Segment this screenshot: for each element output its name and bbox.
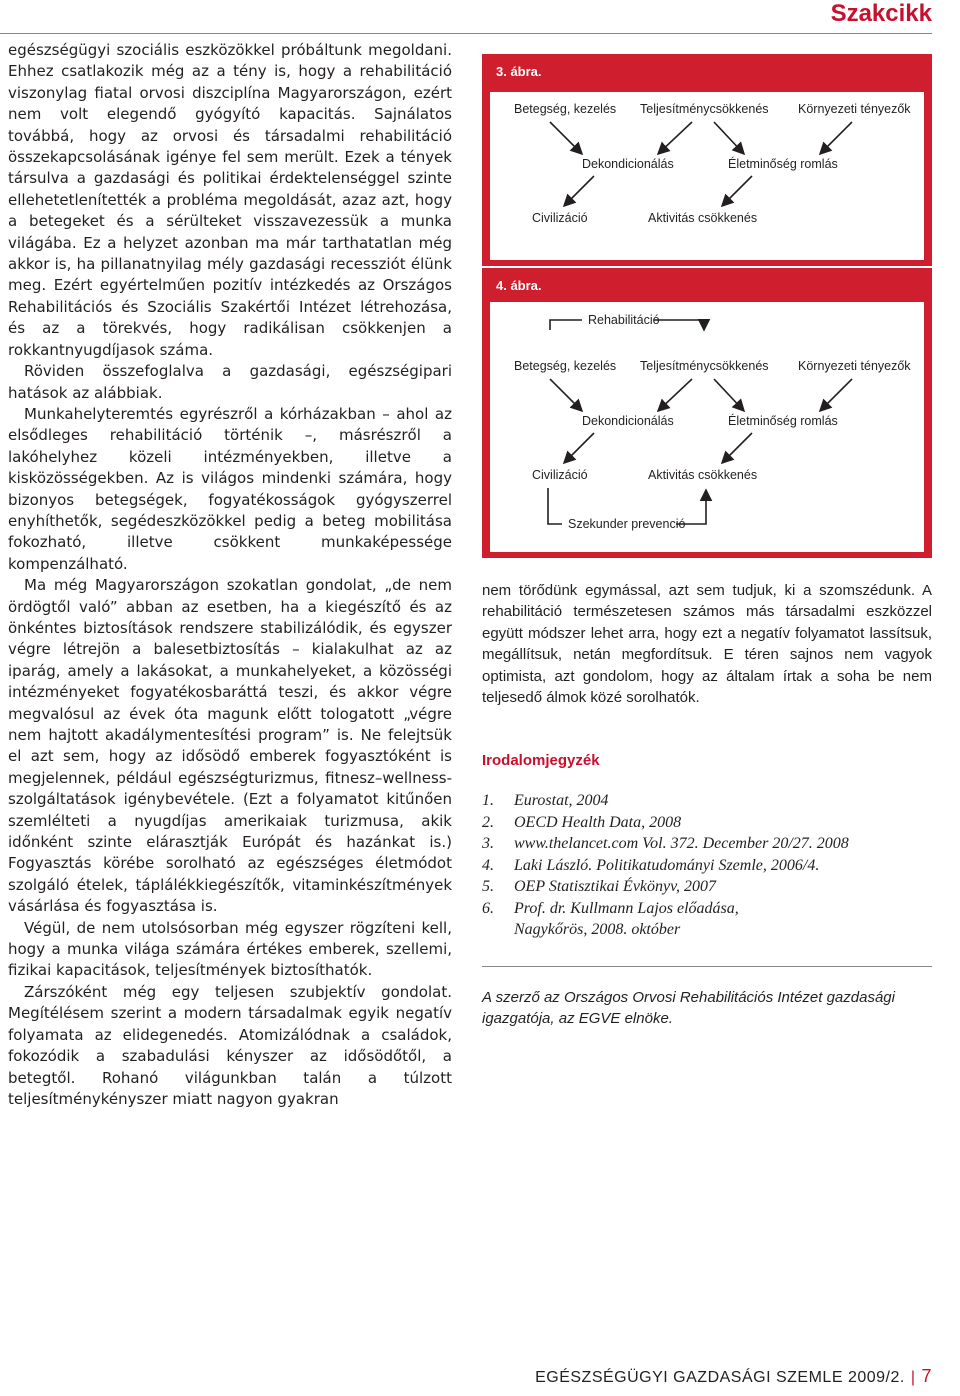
- references-title: Irodalomjegyzék: [482, 752, 600, 769]
- arrow: [564, 176, 594, 206]
- node-aktivitas: Aktivitás csökkenés: [648, 211, 758, 225]
- paragraph: nem törődünk egymással, azt sem tudjuk, ki a szomszédunk. A rehabilitáció természetesen számos más társadalmi eszközzel együtt módszer lehet arra, hogy ezt a negatív folyamatot lassítsuk, megállítsuk, netán megfordítsuk. E téren sajnos nem vagyok optimista, azt gondolom, hogy az általam írtak a soha be nem teljesedő álmok közé sorolhatók.: [482, 582, 932, 707]
- node-betegseg: Betegség, kezelés: [514, 102, 617, 116]
- reference-item: 3. www.thelancet.com Vol. 372. December 20/27. 2008: [482, 835, 849, 852]
- arrow: [722, 176, 752, 206]
- figure-4-diagram: [482, 268, 932, 558]
- footer-separator: |: [910, 1369, 916, 1386]
- rehab-connector: [654, 320, 704, 330]
- node-kornyezeti: Környezeti tényezők: [798, 359, 911, 373]
- author-note: A szerző az Országos Orvosi Rehabilitációs Intézet gazdasági igazgatója, az EGVE elnöke.: [482, 989, 895, 1028]
- figure-3-title: 3. ábra.: [496, 64, 542, 79]
- paragraph: Röviden összefoglalva a gazdasági, egészségipari hatások az alábbiak.: [8, 362, 452, 402]
- figure-4-title: 4. ábra.: [496, 278, 542, 293]
- arrow: [658, 379, 692, 411]
- arrow: [658, 122, 692, 154]
- node-kornyezeti: Környezeti tényezők: [798, 102, 911, 116]
- author-divider: [482, 966, 932, 967]
- page-number: 7: [921, 1366, 932, 1386]
- page-footer: [535, 1366, 932, 1387]
- node-civilizacio: Civilizáció: [532, 211, 588, 225]
- arrow: [564, 433, 594, 463]
- node-aktivitas: Aktivitás csökkenés: [648, 468, 758, 482]
- reference-item: 6. Prof. dr. Kullmann Lajos előadása, Nagykőrös, 2008. október: [482, 899, 739, 938]
- journal-name: EGÉSZSÉGÜGYI GAZDASÁGI SZEMLE 2009/2.: [535, 1369, 905, 1386]
- arrow: [714, 379, 744, 411]
- arrow: [820, 379, 852, 411]
- arrow: [550, 379, 582, 411]
- rehab-connector: [550, 320, 582, 330]
- figure-3-diagram: [482, 54, 932, 266]
- arrow: [820, 122, 852, 154]
- paragraph: Munkahelyteremtés egyrészről a kórházakban – ahol az elsődleges rehabilitáció történik –, másrészről a lakóhelyhez közeli intézményekben, illetve a kisközösségekben. Az is világos mindenki számára, hogy bizonyos betegségek, fogyatékosságok gyógyszerrel enyhíthetők, segédeszközökkel pedig a beteg mobilitása fokozható, illetve csökkent munkaképessége kompenzálható.: [8, 404, 452, 573]
- node-teljesitmeny: Teljesítménycsökkenés: [640, 102, 769, 116]
- node-eletminoseg: Életminőség romlás: [728, 157, 838, 171]
- node-teljesitmeny: Teljesítménycsökkenés: [640, 359, 769, 373]
- arrow: [722, 433, 752, 463]
- node-dekondicionalas: Dekondicionálás: [582, 157, 674, 171]
- arrow: [550, 122, 582, 154]
- node-civilizacio: Civilizáció: [532, 468, 588, 482]
- paragraph: Ma még Magyarországon szokatlan gondolat, „de nem ördögtől való” abban az esetben, ha a kiegészítő és az önkéntes biztosítások rendszere stabilizálódik, és egyszer végre létrejön a balesetbiztosítás – kialakulhat az az iparág, amely a lakásokat, a munkahelyeket, a közösségi intézményeket fogyatékosbaráttá teszi, és akkor végre megvalósul az évek óta magunk előtt tologatott „végre nem hajtott akadálymentesítési program” is. Ne felejtsük el azt sem, hogy az idősödő emberek fogyasztóként is megjelennek, például egészségturizmus, fitnesz–wellness-szolgáltatások igénybevétele. (Ezt a folyamatot kitűnően szemlélteti a nyugdíjas amerikaiak turizmusa, akik időnként szinte elárasztják Európát és hazánkat is.) Fogyasztás körébe sorolható az egészséges életmódot szolgáló ételek, táplálékkiegészítők, vitaminkészítmények vásárlása és fogyasztása is.: [8, 576, 452, 916]
- paragraph: Zárszóként még egy teljesen szubjektív gondolat. Megítélésem szerint a modern társadalmak egyik negatív folyamata az elidegenedés. Atomizálódnak a családok, fokozódik a szabadulási kényszer az idősödőtől, a betegtől. Rohanó világunkban talán a túlzott teljesítménykényszer miatt nagyon gyakran: [8, 982, 452, 1108]
- reference-item: 2. OECD Health Data, 2008: [482, 813, 682, 831]
- paragraph: Végül, de nem utolsósorban még egyszer rögzíteni kell, hogy a munka világa számára értékes emberek, szellemi, fizikai kapacitások, teljesítmények biztosíthatók.: [8, 918, 452, 980]
- paragraph: egészségügyi szociális eszközökkel próbáltunk megoldani. Ehhez csatlakozik még az a tény is, hogy a rehabilitáció viszonylag fiatal orvosi diszciplína Magyarországon, ezért nem volt elegendő gyógyító kapacitás. Sajnálatos továbbá, hogy az orvosi és társadalmi rehabilitáció összekapcsolásának igénye fel sem merült. Ezek a tények társulva a gazdasági és politikai érdektelenséggel szinte ellehetetlenítették a probléma megoldását, azaz azt, hogy a betegeket és a sérülteket visszavezessük a munka világába. Ez a helyzet azonban ma már tarthatatlan még akkor is, ha pillanatnyilag mély gazdasági recessziót élünk meg. Ezért egyértelműen pozitív intézkedés az Országos Rehabilitációs és Szociális Szakértői Intézet létrehozása, és az a törekvés, hogy radikálisan csökkenjen a rokkantnyugdíjasok száma.: [8, 41, 452, 359]
- reference-item: 4. Laki László. Politikatudományi Szemle, 2006/4.: [482, 856, 820, 874]
- section-label: Szakcikk: [830, 0, 932, 27]
- figure-3: [482, 54, 932, 266]
- node-rehabilitacio: Rehabilitáció: [588, 313, 660, 327]
- references-list: [482, 790, 932, 941]
- node-eletminoseg: Életminőség romlás: [728, 414, 838, 428]
- left-column: [8, 40, 452, 1110]
- reference-item: 1. Eurostat, 2004: [482, 792, 609, 809]
- right-column: [482, 580, 932, 708]
- node-dekondicionalas: Dekondicionálás: [582, 414, 674, 428]
- top-divider: [0, 33, 932, 34]
- reference-item: 5. OEP Statisztikai Évkönyv, 2007: [482, 878, 717, 895]
- node-betegseg: Betegség, kezelés: [514, 359, 617, 373]
- figure-4: [482, 268, 932, 558]
- arrow: [714, 122, 744, 154]
- node-szekunder: Szekunder prevenció: [568, 517, 686, 531]
- prevention-connector: [548, 488, 562, 524]
